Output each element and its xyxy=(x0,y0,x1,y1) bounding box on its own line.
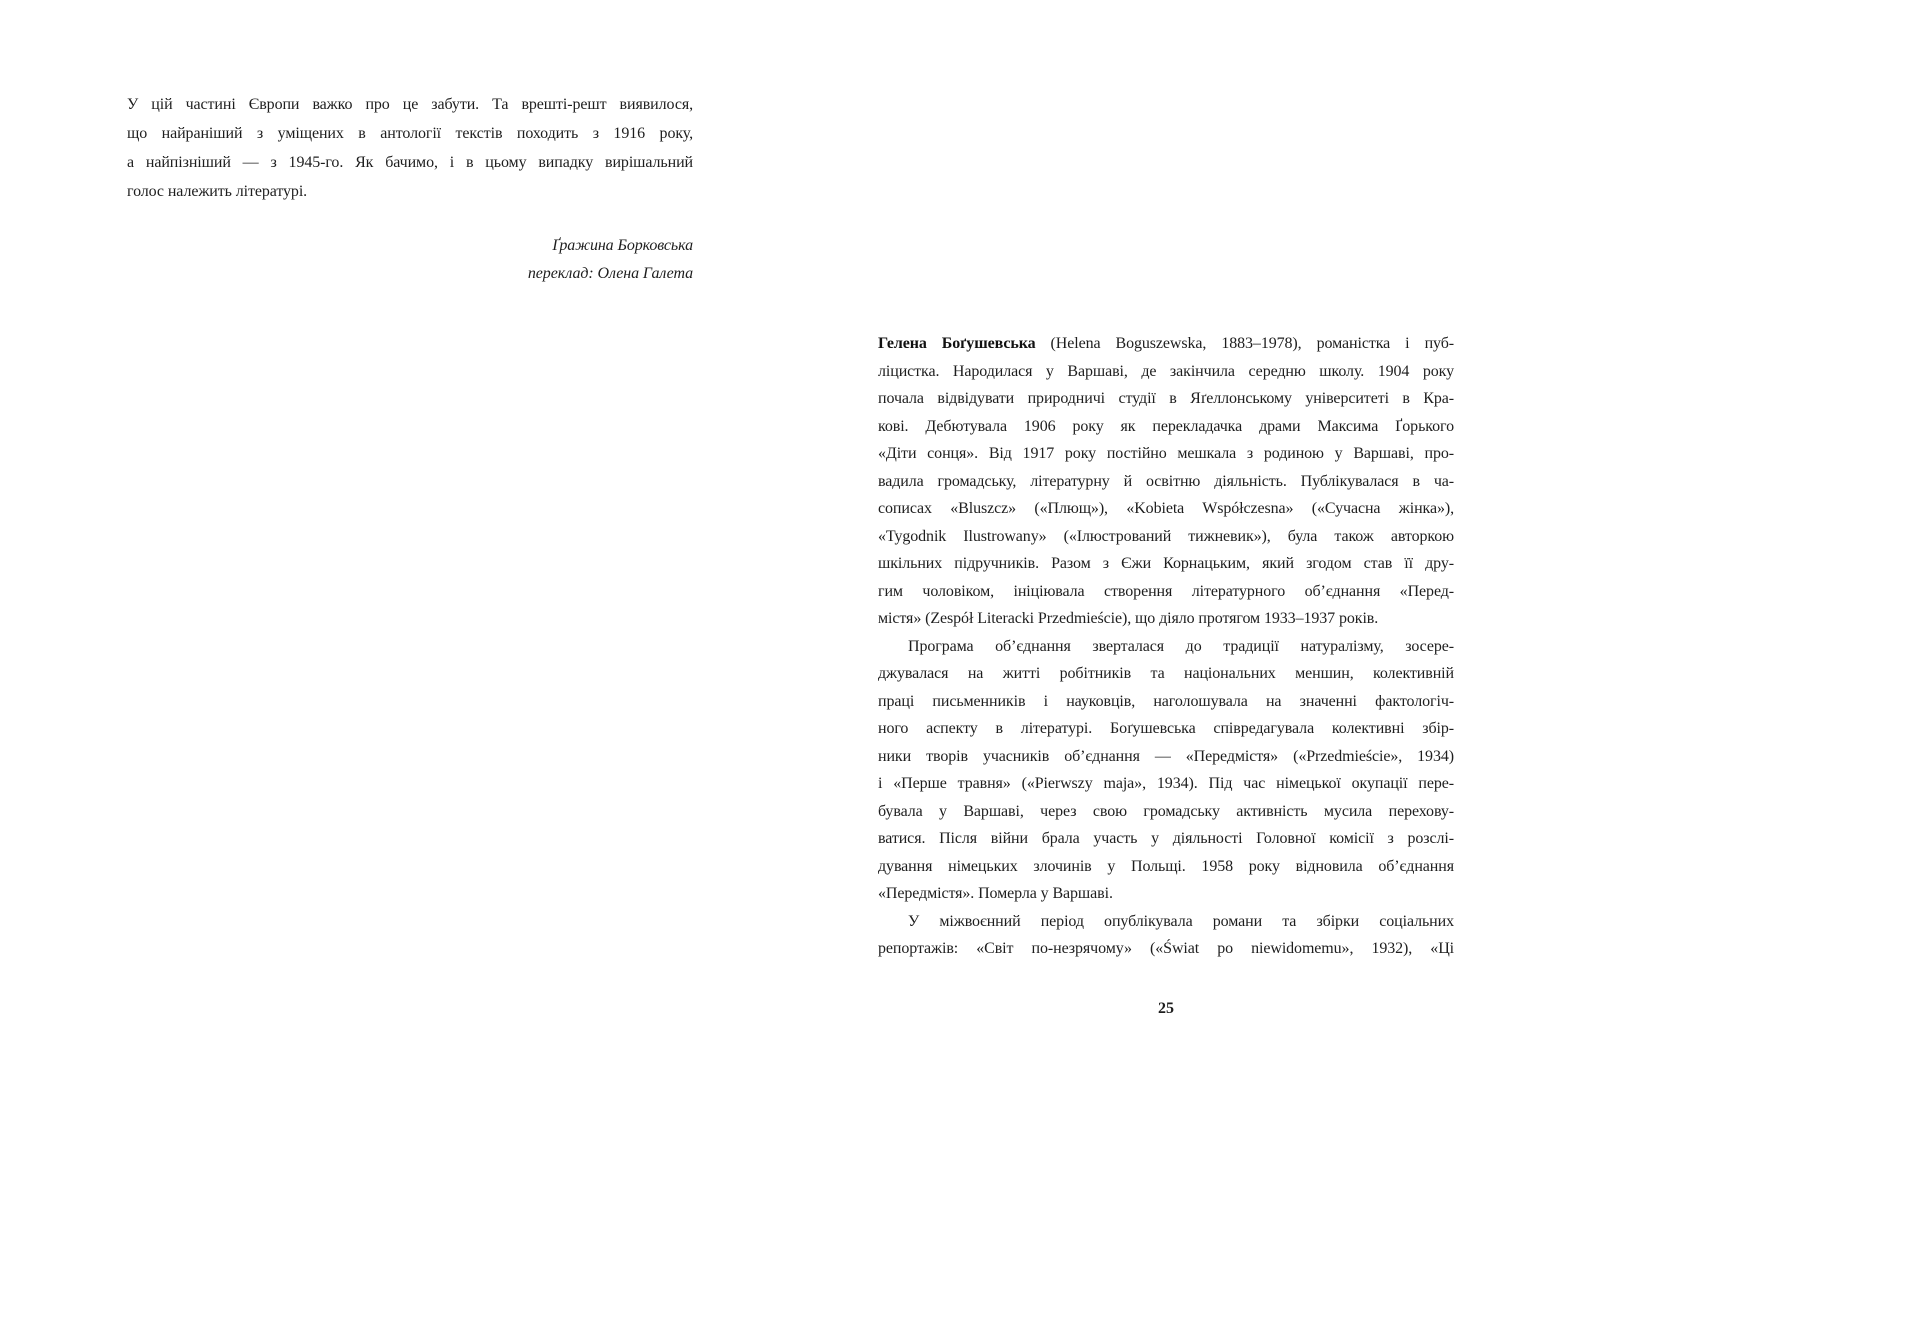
text-line: ники творів учасників об’єднання — «Передмістя» («Przedmieście», 1934) xyxy=(878,747,1454,765)
intro-paragraph xyxy=(127,90,693,206)
bio-paragraph-2 xyxy=(878,633,1454,908)
text-line: «Tygodnik Ilustrowany» («Ілюстрований тижневик»), була також авторкою xyxy=(878,527,1454,545)
text-line: а найпізніший — з 1945-го. Як бачимо, і в цьому випадку вирішальний xyxy=(127,154,693,171)
translator-credit: переклад: Олена Галета xyxy=(527,265,693,282)
right-page-text xyxy=(878,330,1454,963)
left-page-text xyxy=(127,90,693,288)
text-line: У цій частині Європи важко про це забути. Та врешті-решт виявилося, xyxy=(127,96,693,113)
text-line: сописах «Bluszcz» («Плющ»), «Kobieta Współczesna» («Сучасна жінка»), xyxy=(878,500,1454,517)
text-line: «Передмістя». Померла у Варшаві. xyxy=(878,885,1113,902)
text-line: праці письменників і науковців, наголошувала на значенні фактологіч- xyxy=(878,692,1454,710)
text-line: Програма об’єднання зверталася до традиції натуралізму, зосере- xyxy=(908,637,1454,655)
page-number: 25 xyxy=(1158,1000,1174,1017)
author-name: Ґражина Борковська xyxy=(552,237,693,254)
text-line: кові. Дебютувала 1906 року як перекладачка драми Максима Ґорького xyxy=(878,417,1454,435)
text-line: шкільних підручників. Разом з Єжи Корнацьким, який згодом став її дру- xyxy=(878,555,1454,572)
signature-block xyxy=(127,232,693,288)
text-line: репортажів: «Світ по-незрячому» («Świat po niewidomemu», 1932), «Ці xyxy=(878,940,1454,957)
text-line: почала відвідувати природничі студії в Яґеллонському університеті в Кра- xyxy=(878,390,1454,407)
text-line: джувалася на житті робітників та національних меншин, колективній xyxy=(878,665,1454,682)
text-line: дування німецьких злочинів у Польщі. 1958 року відновила об’єднання xyxy=(878,857,1454,875)
text-line: ліцистка. Народилася у Варшаві, де закінчила середню школу. 1904 року xyxy=(878,362,1454,380)
text-line: У міжвоєнний період опублікувала романи та збірки соціальних xyxy=(908,912,1454,930)
bio-paragraph-1-lines xyxy=(878,358,1454,633)
bio-lead-line xyxy=(878,330,1454,358)
text-line: що найраніший з уміщених в антології текстів походить з 1916 року, xyxy=(127,125,693,142)
person-name: Гелена Боґушевська xyxy=(878,335,1036,352)
text-line: ватися. Після війни брала участь у діяльності Головної комісії з розслі- xyxy=(878,830,1454,847)
text-line: «Діти сонця». Від 1917 року постійно мешкала з родиною у Варшаві, про- xyxy=(878,445,1454,462)
lead-line-rest: (Helena Boguszewska, 1883–1978), романістка і пуб- xyxy=(1035,335,1454,352)
text-line: голос належить літературі. xyxy=(127,183,308,200)
bio-paragraph-3 xyxy=(878,908,1454,963)
text-line: містя» (Zespół Literacki Przedmieście), що діяло протягом 1933–1937 років. xyxy=(878,610,1379,627)
text-line: гим чоловіком, ініціювала створення літературного об’єднання «Перед- xyxy=(878,582,1454,600)
bio-paragraph-1 xyxy=(878,330,1454,633)
text-line: і «Перше травня» («Pierwszy maja», 1934). Під час німецької окупації пере- xyxy=(878,775,1454,792)
text-line: ного аспекту в літературі. Боґушевська співредагувала колективні збір- xyxy=(878,720,1454,737)
text-line: бувала у Варшаві, через свою громадську активність мусила перехову- xyxy=(878,802,1454,820)
text-line: вадила громадську, літературну й освітню діяльність. Публікувалася в ча- xyxy=(878,472,1454,490)
